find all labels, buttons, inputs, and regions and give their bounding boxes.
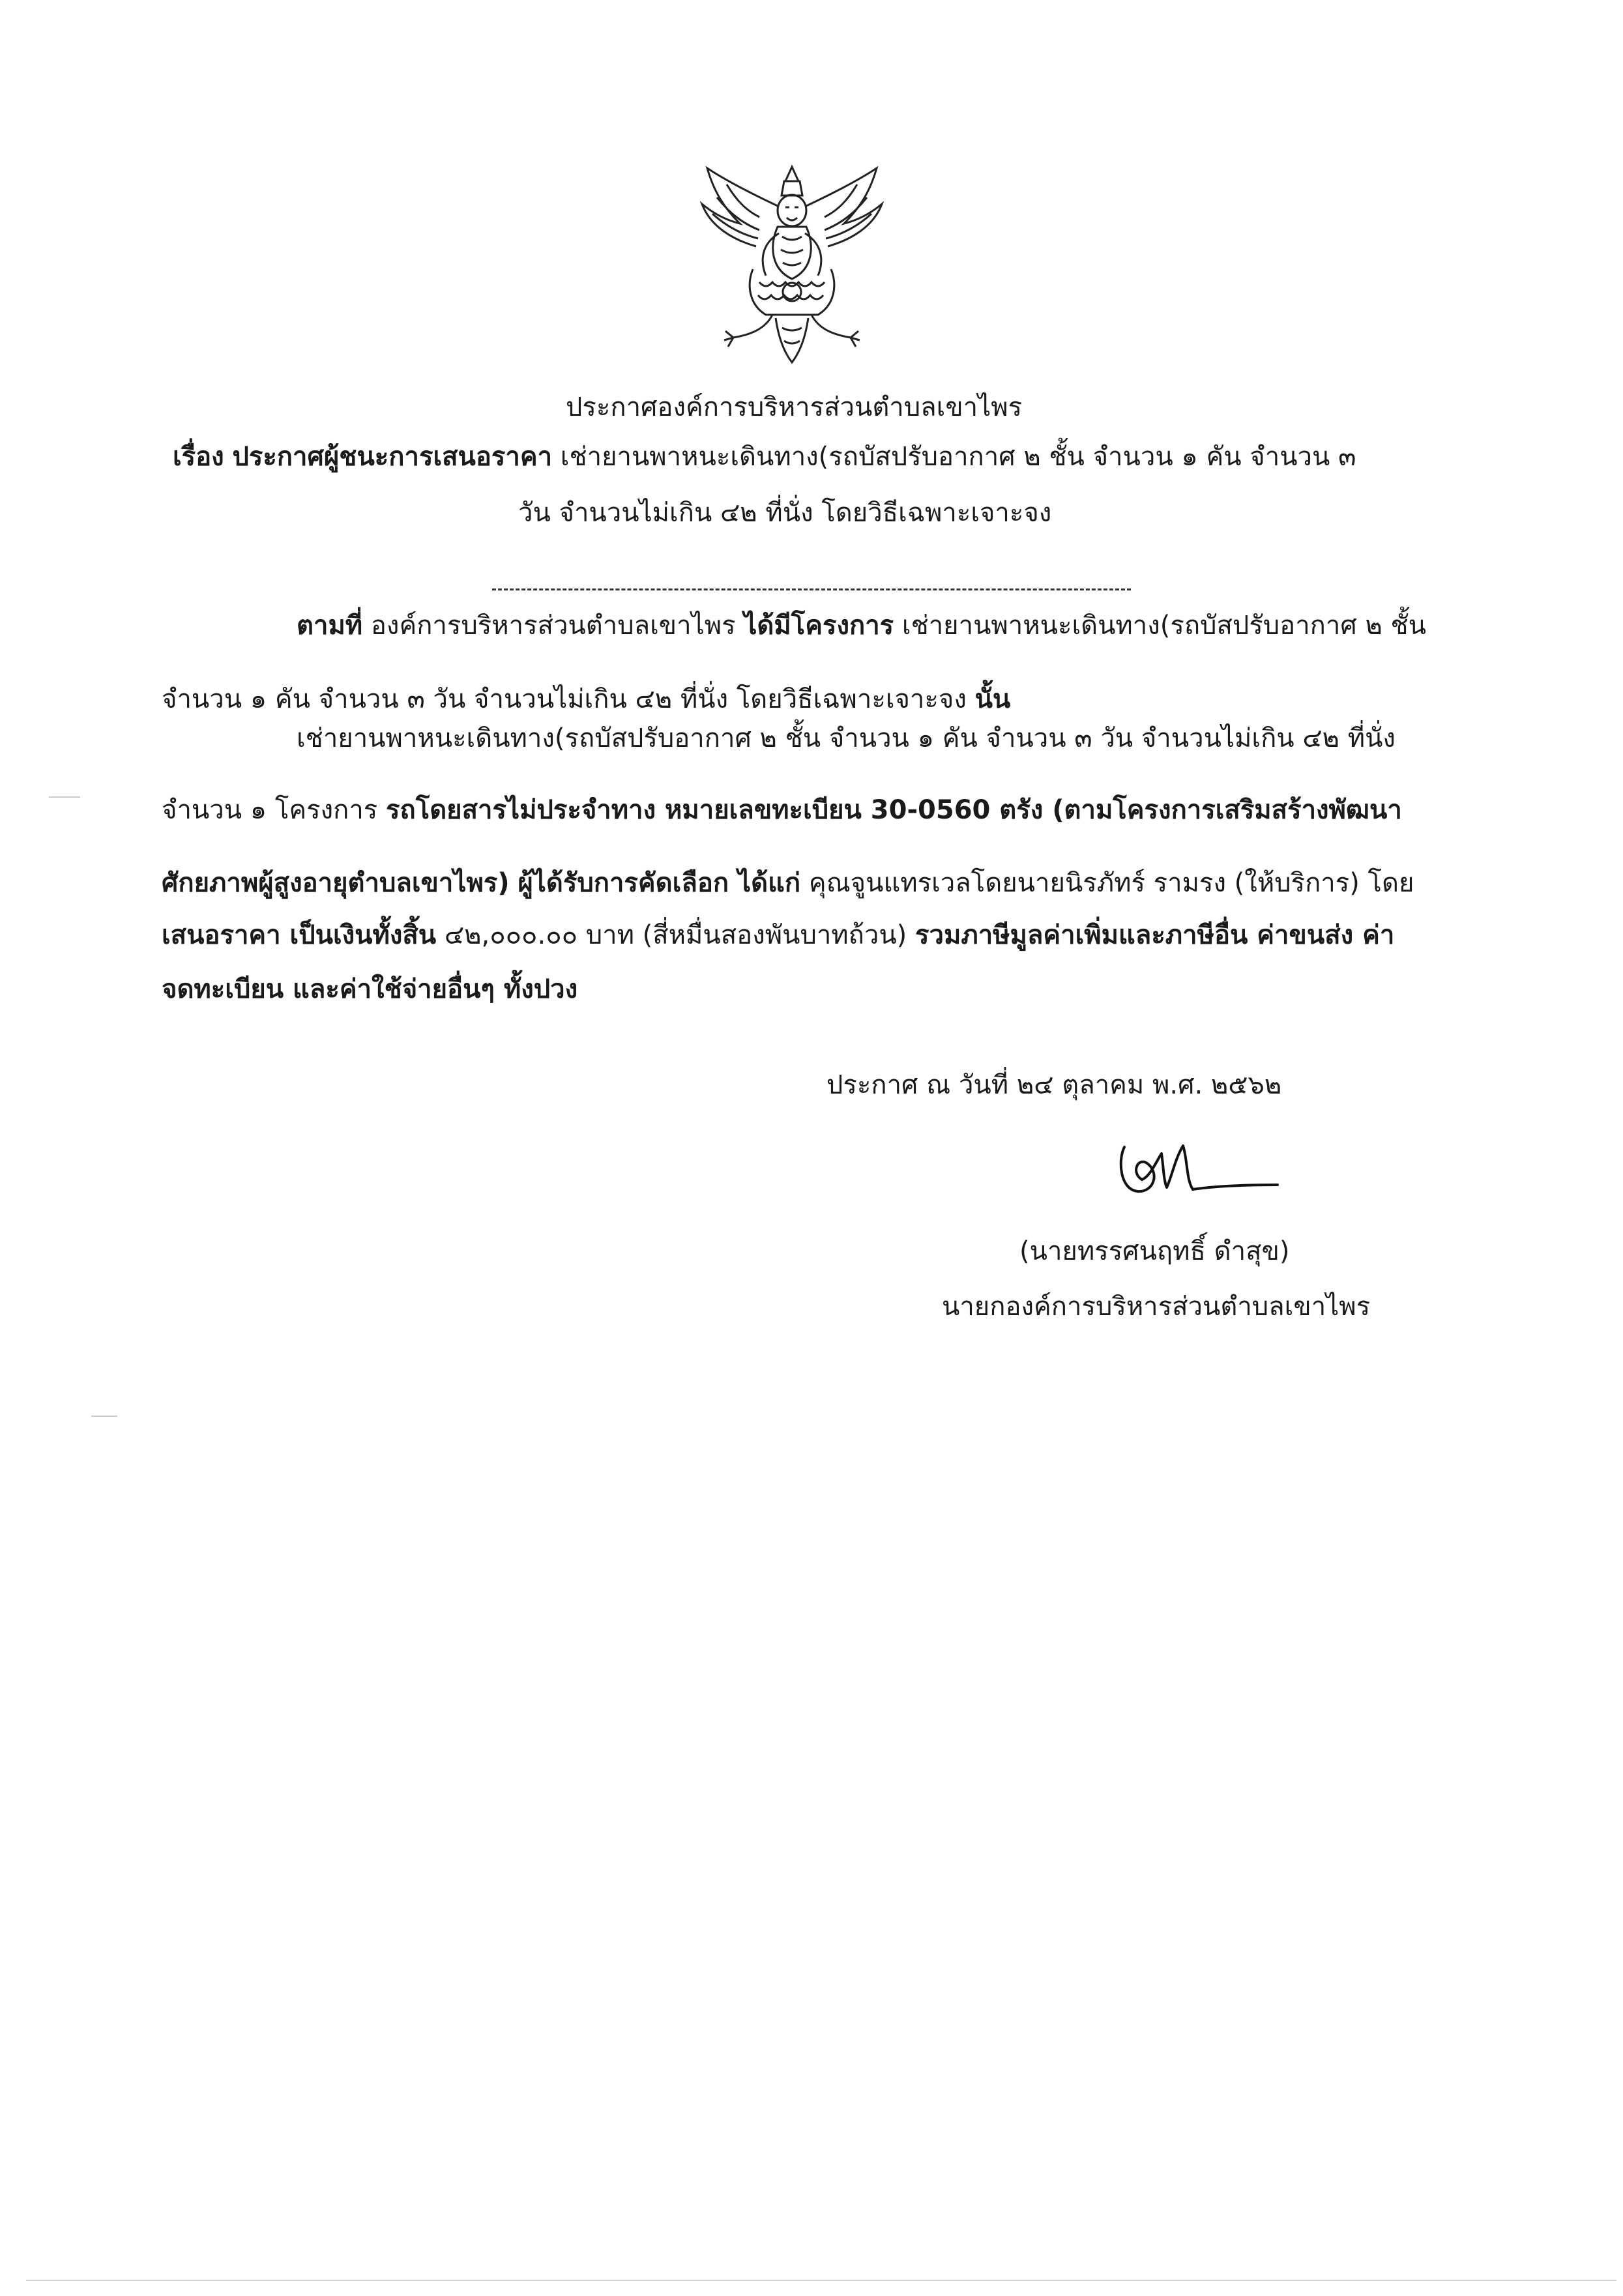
p1-org: องค์การบริหารส่วนตำบลเขาไพร xyxy=(370,611,736,641)
p2-tax-note: รวมภาษีมูลค่าเพิ่มและภาษีอื่น ค่าขนส่ง ค่า xyxy=(915,920,1395,950)
announcement-title: ประกาศองค์การบริหารส่วนตำบลเขาไพร xyxy=(566,392,1023,422)
subject-line-1 xyxy=(173,441,1356,473)
p2-winner: คุณจูนแทรเวลโดยนายนิรภัทร์ รามรง (ให้บริการ) โดย xyxy=(808,868,1414,898)
scan-mark xyxy=(91,1416,117,1417)
paragraph-2-line-5: จดทะเบียน และค่าใช้จ่ายอื่นๆ ทั้งปวง xyxy=(162,974,578,1004)
p2-program: ศักยภาพผู้สูงอายุตำบลเขาไพร) xyxy=(162,868,510,898)
subject-heading: ประกาศผู้ชนะการเสนอราคา xyxy=(232,442,553,472)
scan-mark xyxy=(49,796,80,798)
subject-text: เช่ายานพาหนะเดินทาง(รถบัสปรับอากาศ ๒ ชั้น จำนวน ๑ คัน จำนวน ๓ xyxy=(560,442,1356,472)
subject-label: เรื่อง xyxy=(173,442,224,472)
p1-project: เช่ายานพาหนะเดินทาง(รถบัสปรับอากาศ ๒ ชั้น xyxy=(901,611,1427,641)
p1-project-cont: จำนวน ๑ คัน จำนวน ๓ วัน จำนวนไม่เกิน ๔๒ ที่นั่ง โดยวิธีเฉพาะเจาะจง xyxy=(162,684,967,714)
paragraph-1-line-1 xyxy=(297,609,1426,642)
separator-line xyxy=(492,589,1131,590)
announcement-date: ประกาศ ณ วันที่ ๒๔ ตุลาคม พ.ศ. ๒๕๖๒ xyxy=(826,1070,1282,1100)
p1-project-label: ได้มีโครงการ xyxy=(744,611,894,641)
paragraph-2-line-3 xyxy=(162,867,1414,899)
signer-name: (นายทรรศนฤทธิ์ ดำสุข) xyxy=(1019,1236,1290,1266)
p1-lead: ตามที่ xyxy=(297,611,363,641)
p2-price-label: เสนอราคา เป็นเงินทั้งสิ้น xyxy=(162,920,437,950)
paragraph-2-line-2 xyxy=(162,794,1402,826)
p2-winner-label: ผู้ได้รับการคัดเลือก ได้แก่ xyxy=(518,868,801,898)
page-edge-line xyxy=(26,2280,1616,2281)
paragraph-2-line-4 xyxy=(162,919,1394,952)
p1-end: นั้น xyxy=(974,684,1011,714)
handwritten-signature xyxy=(1102,1114,1284,1212)
garuda-emblem xyxy=(688,155,896,370)
p2-vehicle: รถโดยสารไม่ประจำทาง หมายเลขทะเบียน 30-0560 ตรัง (ตามโครงการเสริมสร้างพัฒนา xyxy=(386,795,1402,825)
p2-price: ๔๒,๐๐๐.๐๐ บาท (สี่หมื่นสองพันบาทถ้วน) xyxy=(444,920,907,950)
paragraph-2-line-1: เช่ายานพาหนะเดินทาง(รถบัสปรับอากาศ ๒ ชั้น จำนวน ๑ คัน จำนวน ๓ วัน จำนวนไม่เกิน ๔๒ ที่นั่ง xyxy=(297,723,1396,753)
p2-quantity: จำนวน ๑ โครงการ xyxy=(162,795,378,825)
paragraph-1-line-2 xyxy=(162,683,1010,716)
signer-position: นายกองค์การบริหารส่วนตำบลเขาไพร xyxy=(942,1292,1371,1322)
subject-line-2: วัน จำนวนไม่เกิน ๔๒ ที่นั่ง โดยวิธีเฉพาะเจาะจง xyxy=(518,498,1052,528)
